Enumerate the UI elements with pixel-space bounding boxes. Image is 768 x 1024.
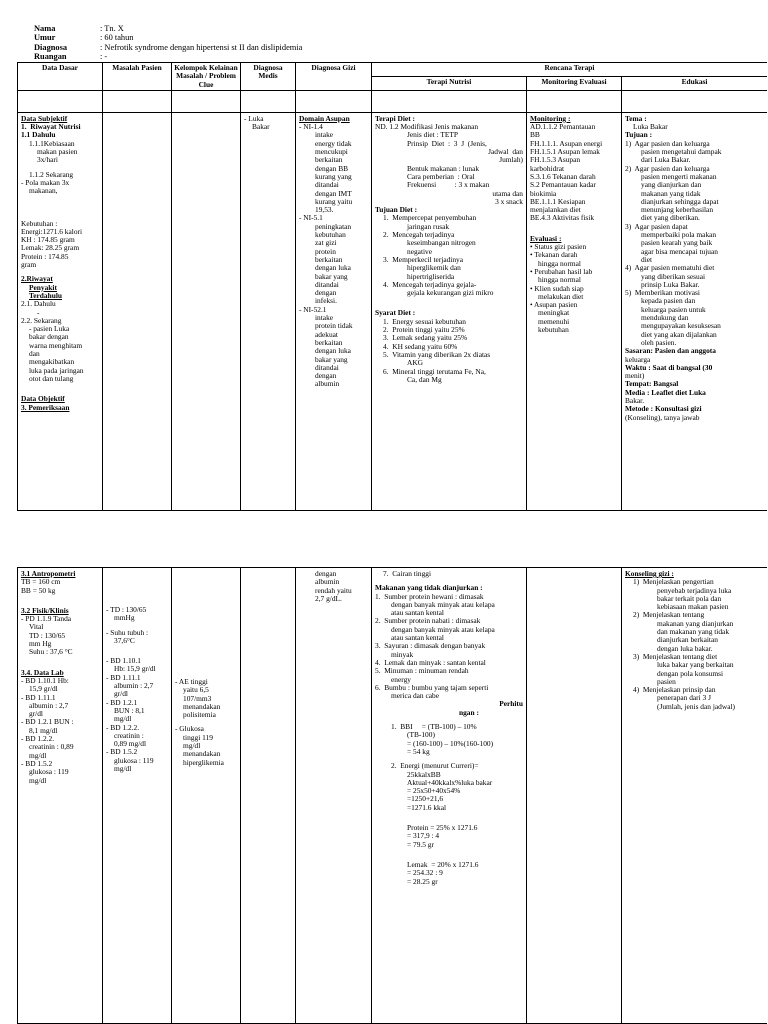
text-line: dengan IMT [315,188,352,198]
list-item: 3) Menjelaskan tentang diet [633,651,718,661]
text-line: dengan banyak minyak atau kelapa [391,599,495,609]
text-line: Protein : 174.85 [21,251,69,261]
text-line: merica dan cabe [391,691,440,701]
text-line: dari Luka Bakar. [641,155,691,165]
text-line: (Konseling), tanya jawab [625,412,700,422]
text-line: mendukung dan [641,313,689,323]
tempat-line: Tempat: Bangsal [625,379,679,389]
edukasi-cell [622,112,768,510]
text-line: mg/dl [29,775,47,785]
list-item: 4) Agar pasien mematuhi diet [625,263,715,273]
text-line: bakar terkait pola dan [657,593,722,603]
waktu-line: Waktu : Saat di bangsal (30 [625,362,713,372]
list-item: 4) Menjelaskan prinsip dan [633,685,716,695]
text-line: = 54 kg [407,746,430,756]
riwayat-nutrisi-heading: 1. Riwayat Nutrisi [21,122,81,132]
text-line: tinggi 119 [183,732,213,742]
makanan-tidak-dianjurkan-heading: Makanan yang tidak dianjurkan : [375,583,483,593]
sasaran-line: Sasaran: Pasien dan anggota [625,346,716,356]
text-line: Suhu : 37,6 °C [29,647,73,657]
text-line: =1271.6 kkal [407,802,447,812]
text-line: - NI-52.1 [299,304,327,314]
text-line: albumin : 2,7 [114,681,154,691]
list-item: 1. Sumber protein hewani : dimasak [375,591,484,601]
text-line: FH.1.1.1. Asupan energi [530,138,603,148]
list-item: • Tekanan darah [530,250,578,260]
dahulu-heading: 1.1 Dahulu [21,130,56,140]
header-diagnosa-medis: Diagnosa Medis [241,63,296,91]
text-line: utama dan [492,188,523,198]
header-terapi-nutrisi: Terapi Nutrisi [372,76,527,90]
data-dasar-cell-2 [18,568,103,1024]
text-line: = 25x50+40x54% [407,786,461,796]
text-line: hingga normal [538,275,581,285]
text-line: mmHg [114,613,135,623]
text-line: hingga normal [538,258,581,268]
text-line: diet yang diberikan. [641,213,700,223]
text-line: dengan banyak minyak atau kelapa [391,624,495,634]
diagnosa-label: Diagnosa [34,42,68,52]
text-line: zat gizi [315,238,337,248]
text-line: 37,6°C [114,635,135,645]
text-line: albumin : 2,7 [29,700,69,710]
text-line: yang dianjurkan dan [641,180,702,190]
text-line: Jumlah) [499,155,523,165]
text-line: 1.1.2 Sekarang [29,169,74,179]
text-line: BE.4.3 Aktivitas fisik [530,213,595,223]
text-line: agar bisa mencapai tujuan [641,246,718,256]
text-line: mengupayakan kesuksesan [641,321,721,331]
header-rencana-terapi: Rencana Terapi [372,63,768,77]
text-line: ditandai [315,279,339,289]
text-line: = (160-100) – 10%(160-100) [407,738,494,748]
header-monitoring: Monitoring Evaluasi [527,76,622,90]
text-line: - Luka [244,113,264,123]
text-line: Frekuensi : 3 x makan [407,180,490,190]
text-line: menandakan [183,749,221,759]
text-line: AD.1.1.2 Pemantauan [530,122,596,132]
text-line: keseimbangan nitrogen [407,238,476,248]
text-line: TB = 160 cm [21,577,61,587]
data-subjektif-heading: Data Subjektif [21,113,68,123]
text-line: =1250+21,6 [407,794,444,804]
text-line: atau santan kental [391,633,444,643]
text-line: mg/dl [114,764,132,774]
text-line: Vital [29,622,44,632]
text-line: FH.1.5.1 Asupan lemak [530,147,601,157]
text-line: luka bakar yang berkaitan [657,660,734,670]
care-plan-table-page-1 [17,62,767,511]
text-line: pasien mengerti makanan [641,171,717,181]
text-line: dengan luka bakar. [657,643,713,653]
text-line: adekuat [315,329,338,339]
text-line: - BD 1.10.1 Hb: [21,675,69,685]
text-line: FH.1.5.3 Asupan [530,155,581,165]
list-item: • Asupan pasien [530,300,578,310]
text-line: Bentuk makanan : lunak [407,163,480,173]
text-line: Ca, dan Mg [407,374,442,384]
text-line: Terdahulu [29,290,63,300]
text-line: bakar dengan [29,332,69,342]
text-line: - AE tinggi [175,677,208,686]
list-item: 5. Vitamin yang diberikan 2x diatas [383,349,491,359]
text-line: - Glukosa [175,724,204,734]
text-line: glukosa : 119 [29,767,69,777]
text-line: Protein = 25% x 1271.6 [407,823,478,833]
text-line: albumin [315,379,340,389]
text-line: dengan luka [315,346,351,356]
care-plan-table-page-2 [17,567,767,1024]
domain-asupan-heading: Domain Asupan [299,113,350,123]
text-line: oleh pasien. [641,337,677,347]
patient-header [34,24,302,62]
text-line: - NI-1.4 [299,122,323,132]
text-line: Penyakit [29,282,57,292]
text-line: infeksi. [315,296,337,306]
diagnosa-medis-cell [241,112,296,510]
text-line: mg/dl [183,741,201,751]
diagnosa-gizi-cell-2 [296,568,372,1024]
text-line: pasien [657,676,676,686]
text-line: rendah yaitu [315,585,352,595]
text-line: 19,53. [315,205,334,215]
text-line: berkaitan [315,155,343,165]
text-line: polisitemia [183,710,216,720]
text-line: peningkatan [315,221,352,231]
text-line: Cara pemberian : Oral [407,171,475,181]
list-item: 7. Cairan tinggi [383,569,432,578]
text-line: 15,9 gr/dl [29,684,58,694]
text-line: makanan yang dianjurkan [657,618,734,628]
diagnosa-medis-cell-2 [241,568,296,1024]
text-line: (Jumlah, jenis dan jadwal) [657,701,735,711]
text-line: dengan [315,371,337,381]
edukasi-cell-2 [622,568,768,1024]
list-item: 2. Mencegah terjadinya [383,230,455,240]
text-line: protein tidak [315,321,353,331]
header-edukasi: Edukasi [622,76,768,90]
list-item: 5. Minuman : minuman rendah [375,666,469,676]
monitoring-heading: Monitoring : [530,113,571,123]
metode-line: Metode : Konsultasi gizi [625,404,702,414]
text-line: Lemak = 20% x 1271.6 [407,859,479,869]
text-line: yang diberikan sesuai [641,271,706,281]
text-line: minyak [391,649,414,659]
text-line: S.3.1.6 Tekanan darah [530,171,596,181]
text-line: BB = 50 kg [21,585,56,595]
list-item: 3. Memperkecil terjadinya [383,254,464,264]
text-line: diet yang akan dijalankan [641,329,717,339]
terapi-nutrisi-cell-2 [372,568,527,1024]
text-line: dan [29,349,40,359]
terapi-diet-heading: Terapi Diet : [375,113,415,123]
text-line: mm Hg [29,639,52,649]
text-line: Aktual+40kkalx%luka bakar [407,777,493,787]
monitoring-cell-2 [527,568,622,1024]
text-line: dianjurkan berkaitan [657,635,718,645]
text-line: makanan, [29,186,58,196]
text-line: karbohidrat [530,163,565,173]
text-line: diet [641,254,653,264]
text-line: ngan : [459,707,479,717]
text-line: intake [315,130,334,140]
text-line: 2.2. Sekarang [21,315,62,325]
text-line: makanan yang tidak [641,188,701,198]
masalah-pasien-cell [103,112,172,510]
text-line: ND. 1.2 Modifikasi Jenis makanan [375,122,479,132]
kelompok-cell [172,112,241,510]
list-item: 2. Sumber protein nabati : dimasak [375,616,481,626]
text-line: = 79.5 gr [407,839,434,849]
text-line: 2,7 g/dL. [315,593,342,603]
header-diagnosa-gizi: Diagnosa Gizi [296,63,372,91]
text-line: makan pasien [37,147,78,157]
text-line: 8,1 mg/dl [29,725,58,735]
text-line: atau santan kental [391,608,444,618]
text-line: creatinin : [114,730,144,740]
list-item: 3. Lemak sedang yaitu 25% [383,333,468,343]
text-line: negative [407,246,433,256]
text-line: keluarga pasien untuk [641,304,706,314]
text-line: mengakibatkan [29,357,75,367]
ruangan-label: Ruangan [34,52,67,62]
text-line: gram [21,260,37,270]
text-line: - BD 1.2.2. [21,734,55,744]
list-item: 5) Memberikan motivasi [625,288,700,298]
tujuan-diet-heading: Tujuan Diet : [375,205,418,215]
kelompok-cell-2 [172,568,241,1024]
list-item: 1. BBI = (TB-100) – 10% [391,722,477,732]
text-line: menit) [625,371,645,381]
list-item: 1. Mempercepat penyembuhan [383,213,477,223]
text-line: memenuhi [538,316,570,326]
text-line: kepada pasien dan [641,296,696,306]
text-line: menunjang keberhasilan [641,205,714,215]
list-item: 2) Agar pasien dan keluarga [625,163,710,173]
list-item: 2. Protein tinggi yaitu 25% [383,325,465,335]
text-line: kurang yang [315,171,352,181]
text-line: dengan [315,288,337,298]
text-line: - TD : 130/65 [106,605,147,614]
list-item: 4. Mencegah terjadinya gejala- [383,279,477,289]
data-objektif-heading: Data Objektif [21,394,65,404]
text-line: berkaitan [315,254,343,264]
text-line: 107/mm3 [183,693,212,703]
diagnosa-gizi-cell [296,112,372,510]
header-kelompok: Kelompok Kelainan Masalah / Problem Clue [172,63,241,91]
text-line: Bakar [252,122,270,132]
text-line: - Pola makan 3x [21,177,70,187]
text-line: mencukupi [315,147,348,157]
text-line: Bakar. [625,395,645,405]
text-line: bakar yang [315,271,348,281]
text-line: hiperglikemia [183,757,224,767]
header-data-dasar: Data Dasar [18,63,103,91]
text-line: memperbaiki pola makan [641,230,717,240]
text-line: - BD 1.5.2 [106,747,138,757]
perhitungan-heading: Perhitu [499,699,523,709]
text-line: ditandai [315,362,339,372]
text-line: penyebab terjadinya luka [657,585,732,595]
text-line: melakukan diet [538,291,584,301]
text-line: - Suhu tubuh : [106,627,149,637]
list-item: 1. Energy sesuai kebutuhan [383,316,466,326]
masalah-pasien-cell-2 [103,568,172,1024]
text-line: Prinsip Diet : 3 J (Jenis, [407,138,487,148]
text-line: gr/dl [29,709,43,719]
text-line: - BD 1.11.1 [106,672,141,682]
text-line: = 28.25 gr [407,876,438,886]
text-line: pasien kearah yang baik [641,238,713,248]
text-line: energy [391,674,411,684]
text-line: glukosa : 119 [114,755,154,765]
text-line: gejala kekurangan gizi mikro [407,288,494,298]
list-item: • Klien sudah siap [530,283,584,293]
syarat-diet-heading: Syarat Diet : [375,308,416,318]
konseling-gizi-heading: Konseling gizi : [625,569,674,578]
tema-heading: Tema : [625,113,647,123]
text-line: mg/dl [29,750,47,760]
text-line: berkaitan [315,337,343,347]
text-line: 1.1.1Kebiasaan [29,138,75,148]
text-line: S.2 Pemantauan kadar [530,180,596,190]
pemeriksaan-heading: 3. Pemeriksaan [21,402,70,412]
text-line: Kebutuhan : [21,218,58,228]
list-item: 1) Agar pasien dan keluarga [625,138,710,148]
text-line: penerapan dari 3 J [657,693,711,703]
text-line: kebutuhan [538,325,569,335]
text-line: 0,89 mg/dl [114,739,147,749]
text-line: pasien mengetahui dampak [641,147,722,157]
text-line: dianjurkan sehingga dapat [641,196,719,206]
text-line: Luka Bakar [633,122,668,132]
riwayat-penyakit-heading: 2.Riwayat [21,274,53,284]
text-line: Hb: 15,9 gr/dl [114,664,156,674]
text-line: intake [315,313,334,323]
text-line: protein [315,246,336,256]
text-line: 2.1. Dahulu [21,299,56,309]
text-line: - BD 1.10.1 [106,656,141,666]
diagnosa-value: : Nefrotik syndrome dengan hipertensi st II dan dislipidemia [100,42,303,52]
text-line: dan makanan yang tidak [657,627,730,637]
text-line: kebutuhan [315,230,346,240]
text-line: hiperglikemik dan [407,263,461,273]
nama-label: Nama [34,24,56,33]
text-line: keluarga [625,354,651,364]
text-line: prinsip Luka Bakar. [641,279,700,289]
data-lab-heading: 3.4. Data Lab [21,667,64,677]
header-masalah-pasien: Masalah Pasien [103,63,172,91]
text-line: KH : 174.85 gram [21,235,75,245]
text-line: luka pada jaringan [29,365,84,375]
text-line: bakar yang [315,354,348,364]
text-line: albumin [315,577,340,587]
list-item: 4. KH sedang yaitu 60% [383,341,458,351]
text-line: - NI-5.1 [299,213,323,223]
text-line: yaitu 6,5 [183,685,209,695]
text-line: jaringan rusak [407,221,450,231]
text-line: - BD 1.2.1 [106,697,138,707]
text-line: kebiasaan makan pasien [657,602,729,612]
ruangan-value: : - [100,52,108,62]
text-line: - BD 1.2.2. [106,722,140,732]
nama-value: : Tn. X [100,24,124,33]
text-line: ditandai [315,180,339,190]
text-line: - pasien Luka [29,324,70,334]
text-line: BB [530,130,540,140]
text-line: 3 x snack [495,196,523,206]
text-line: mg/dl [114,714,132,724]
text-line: - BD 1.11.1 [21,692,56,702]
text-line: = 254.32 : 9 [407,868,443,878]
text-line: TD : 130/65 [29,630,66,640]
terapi-nutrisi-cell [372,112,527,510]
umur-value: : 60 tahun [100,33,134,43]
evaluasi-heading: Evaluasi : [530,233,562,243]
text-line: Energi:1271.6 kalori [21,226,83,236]
text-line: kurang yaitu [315,196,353,206]
media-line: Media : Leaflet diet Luka [625,387,706,397]
text-line: dengan pola konsumsi [657,668,724,678]
text-line: - [37,307,40,317]
text-line: - BD 1.2.1 BUN : [21,717,74,727]
list-item: 2) Menjelaskan tentang [633,610,705,620]
text-line: creatinin : 0,89 [29,742,74,752]
text-line: gr/dl [114,689,128,699]
list-item: 3) Agar pasien dapat [625,221,688,231]
text-line: menandakan [183,701,221,711]
antropometri-heading: 3.1 Antropometri [21,569,76,578]
text-line: Lemak: 28.25 gram [21,243,80,253]
list-item: 1) Menjelaskan pengertian [633,577,714,587]
list-item: 4. Lemak dan minyak : santan kental [375,657,486,667]
text-line: hipertrigliserida [407,271,455,281]
fisik-klinis-heading: 3.2 Fisik/Klinis [21,605,69,615]
list-item: 6. Mineral tinggi terutama Fe, Na, [383,366,486,376]
text-line: dengan BB [315,163,349,173]
text-line: menjalankan diet [530,205,581,215]
text-line: Jadwal dan [488,147,523,157]
umur-label: Umur [34,33,56,43]
text-line: dengan [315,569,337,578]
list-item: 2. Energi (menurut Curreri)= [391,761,479,771]
text-line: Jenis diet : TETP [407,130,458,140]
list-item: • Perubahan hasil lab [530,266,593,276]
text-line: biokimia [530,188,557,198]
list-item: 3. Sayuran : dimasak dengan banyak [375,641,486,651]
text-line: - PD 1.1.9 Tanda [21,614,72,624]
text-line: 25kkalxBB [407,769,441,779]
text-line: BE.1.1.1 Kesiapan [530,196,586,206]
text-line: BUN : 8,1 [114,705,145,715]
text-line: otot dan tulang [29,373,74,383]
monitoring-cell [527,112,622,510]
tujuan-heading: Tujuan : [625,130,653,140]
list-item: • Status gizi pasien [530,242,587,252]
text-line: (TB-100) [407,730,435,740]
text-line: warna menghitam [29,340,83,350]
text-line: energy tidak [315,138,352,148]
text-line: dengan luka [315,263,351,273]
data-dasar-cell [18,112,103,510]
text-line: 3x/hari [37,155,58,165]
text-line: = 317,9 : 4 [407,831,440,841]
text-line: AKG [407,358,424,368]
text-line: - BD 1.5.2 [21,758,53,768]
text-line: meningkat [538,308,570,318]
list-item: 6. Bumbu : bumbu yang tajam seperti [375,682,489,692]
